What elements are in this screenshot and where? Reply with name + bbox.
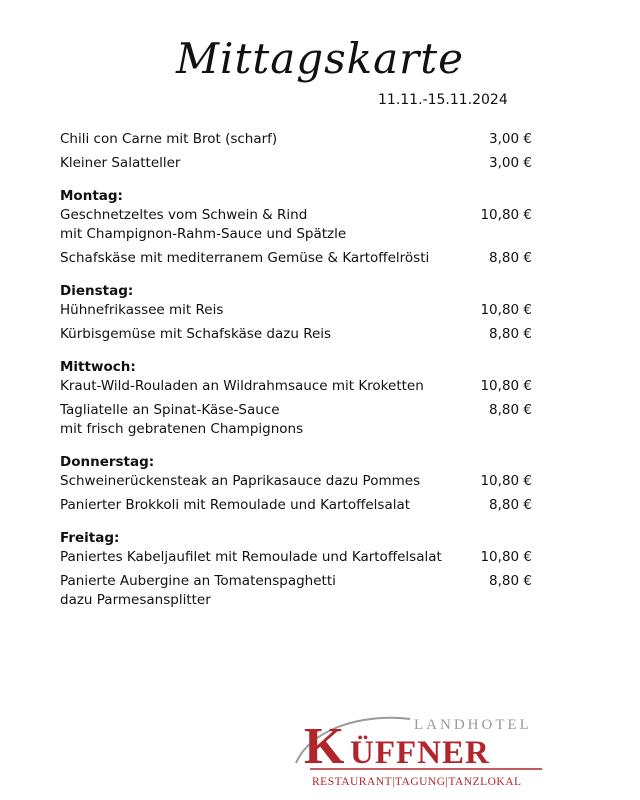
menu-item (60, 572, 540, 610)
item-name: Geschnetzeltes vom Schwein & Rind (60, 207, 308, 223)
menu-list (60, 130, 540, 615)
item-price: 8,80 € (489, 402, 532, 418)
day-heading: Mittwoch: (60, 359, 136, 375)
item-price: 10,80 € (480, 549, 532, 565)
item-price: 3,00 € (489, 155, 532, 171)
item-price: 3,00 € (489, 131, 532, 147)
date-range: 11.11.-15.11.2024 (378, 92, 508, 108)
item-price: 8,80 € (489, 326, 532, 342)
item-name: Kürbisgemüse mit Schafskäse dazu Reis (60, 326, 332, 342)
landhotel-kueffner-logo (290, 705, 550, 790)
logo-top-text: LANDHOTEL (414, 717, 532, 733)
menu-item (60, 154, 540, 173)
logo-bottom-text: RESTAURANT|TAGUNG|TANZLOKAL (312, 776, 522, 788)
item-name: Paniertes Kabeljaufilet mit Remoulade und Kartoffelsalat (60, 549, 442, 565)
item-description: dazu Parmesansplitter (60, 592, 211, 608)
item-name: Tagliatelle an Spinat-Käse-Sauce (60, 402, 280, 418)
item-name: Schafskäse mit mediterranem Gemüse & Kartoffelrösti (60, 250, 430, 266)
menu-item (60, 249, 540, 268)
item-price: 8,80 € (489, 497, 532, 513)
item-name: Panierter Brokkoli mit Remoulade und Kartoffelsalat (60, 497, 411, 513)
menu-item (60, 130, 540, 149)
item-name: Kraut-Wild-Rouladen an Wildrahmsauce mit Kroketten (60, 378, 424, 394)
page-title: Mittagskarte (176, 34, 464, 83)
item-name: Hühnefrikassee mit Reis (60, 302, 224, 318)
menu-item (60, 377, 540, 396)
item-price: 10,80 € (480, 473, 532, 489)
item-price: 10,80 € (480, 378, 532, 394)
item-name: Kleiner Salatteller (60, 155, 181, 171)
item-price: 10,80 € (480, 207, 532, 223)
item-price: 8,80 € (489, 573, 532, 589)
menu-item (60, 325, 540, 344)
day-heading: Donnerstag: (60, 454, 155, 470)
menu-item (60, 401, 540, 439)
menu-item (60, 206, 540, 244)
item-name: Chili con Carne mit Brot (scharf) (60, 131, 278, 147)
logo-graphic (290, 705, 550, 790)
item-name: Schweinerückensteak an Paprikasauce dazu Pommes (60, 473, 421, 489)
day-heading: Dienstag: (60, 283, 134, 299)
item-name: Panierte Aubergine an Tomatenspaghetti (60, 573, 336, 589)
item-price: 8,80 € (489, 250, 532, 266)
day-heading: Freitag: (60, 530, 120, 546)
item-description: mit frisch gebratenen Champignons (60, 421, 304, 437)
item-description: mit Champignon-Rahm-Sauce und Spätzle (60, 226, 347, 242)
menu-item (60, 496, 540, 515)
logo-k-letter: K (304, 718, 345, 775)
menu-item (60, 301, 540, 320)
menu-item (60, 472, 540, 491)
item-price: 10,80 € (480, 302, 532, 318)
logo-main-text: ÜFFNER (350, 735, 490, 771)
menu-item (60, 548, 540, 567)
day-heading: Montag: (60, 188, 123, 204)
